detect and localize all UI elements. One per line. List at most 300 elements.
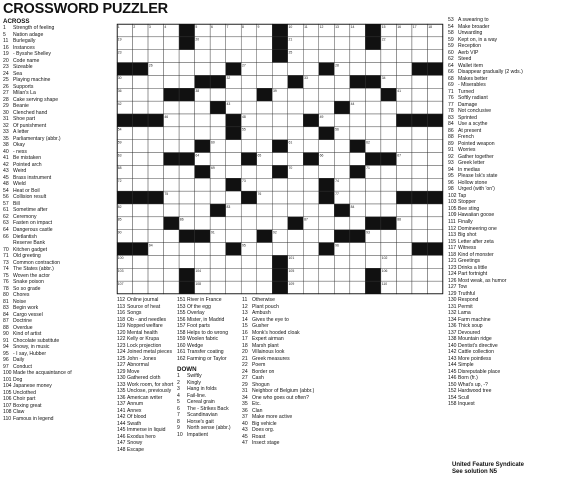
grid-cell[interactable] (164, 243, 180, 256)
grid-cell[interactable] (133, 153, 149, 166)
grid-cell[interactable] (350, 153, 366, 166)
grid-cell[interactable] (365, 101, 381, 114)
grid-cell[interactable] (241, 268, 257, 281)
grid-cell[interactable] (365, 243, 381, 256)
grid-cell[interactable] (179, 63, 195, 76)
grid-cell[interactable] (226, 281, 242, 294)
grid-cell[interactable] (350, 217, 366, 230)
grid-cell[interactable] (412, 37, 428, 50)
grid-cell[interactable] (133, 178, 149, 191)
grid-cell[interactable] (365, 63, 381, 76)
grid-cell[interactable] (226, 153, 242, 166)
grid-cell[interactable] (350, 37, 366, 50)
grid-cell[interactable] (226, 255, 242, 268)
grid-cell[interactable] (133, 50, 149, 63)
grid-cell[interactable] (381, 127, 397, 140)
grid-cell[interactable] (210, 50, 226, 63)
grid-cell[interactable] (195, 204, 211, 217)
grid-cell[interactable] (164, 63, 180, 76)
grid-cell[interactable] (241, 37, 257, 50)
grid-cell[interactable] (148, 101, 164, 114)
grid-cell[interactable] (427, 50, 443, 63)
grid-cell[interactable] (133, 88, 149, 101)
grid-block (396, 114, 412, 127)
grid-cell[interactable] (303, 268, 319, 281)
grid-cell[interactable] (396, 101, 412, 114)
grid-cell[interactable] (427, 204, 443, 217)
grid-cell[interactable] (179, 255, 195, 268)
grid-cell[interactable] (133, 75, 149, 88)
grid-cell[interactable] (195, 127, 211, 140)
grid-cell[interactable] (303, 178, 319, 191)
grid-cell[interactable] (334, 114, 350, 127)
grid-cell[interactable] (148, 281, 164, 294)
clue-text: Shoe part (13, 116, 36, 123)
grid-cell[interactable] (334, 50, 350, 63)
grid-cell[interactable] (350, 191, 366, 204)
grid-cell[interactable] (412, 178, 428, 191)
grid-cell[interactable] (257, 50, 273, 63)
grid-cell[interactable] (427, 140, 443, 153)
grid-cell[interactable] (210, 178, 226, 191)
grid-cell[interactable] (226, 230, 242, 243)
grid-cell[interactable] (210, 153, 226, 166)
grid-cell[interactable] (396, 127, 412, 140)
grid-cell[interactable] (148, 255, 164, 268)
grid-cell[interactable] (210, 217, 226, 230)
clue-number: 115 (448, 238, 457, 245)
grid-cell[interactable] (396, 37, 412, 50)
grid-cell[interactable] (257, 281, 273, 294)
grid-cell[interactable] (288, 178, 304, 191)
grid-cell[interactable] (412, 255, 428, 268)
grid-cell[interactable] (179, 50, 195, 63)
grid-cell[interactable] (427, 88, 443, 101)
grid-cell[interactable] (257, 255, 273, 268)
grid-cell[interactable] (257, 204, 273, 217)
grid-cell[interactable] (164, 230, 180, 243)
grid-cell[interactable] (164, 140, 180, 153)
grid-cell[interactable] (195, 101, 211, 114)
grid-cell[interactable] (303, 191, 319, 204)
grid-cell[interactable] (272, 191, 288, 204)
cell-number: 49 (319, 114, 324, 119)
cell-number: 22 (381, 37, 386, 42)
grid-cell[interactable] (148, 88, 164, 101)
grid-cell[interactable] (288, 63, 304, 76)
clue-text: Part fortnight (458, 271, 488, 278)
grid-cell[interactable] (303, 101, 319, 114)
grid-cell[interactable] (226, 88, 242, 101)
grid-cell[interactable] (164, 178, 180, 191)
grid-cell[interactable] (210, 243, 226, 256)
grid-cell[interactable] (288, 114, 304, 127)
grid-cell[interactable] (241, 230, 257, 243)
grid-cell[interactable] (257, 217, 273, 230)
grid-cell[interactable] (427, 281, 443, 294)
grid-cell[interactable] (226, 140, 242, 153)
grid-cell[interactable] (241, 50, 257, 63)
grid-cell[interactable] (381, 191, 397, 204)
grid-cell[interactable] (257, 127, 273, 140)
grid-cell[interactable] (396, 63, 412, 76)
grid-cell[interactable] (241, 75, 257, 88)
grid-cell[interactable] (303, 243, 319, 256)
grid-cell[interactable] (412, 204, 428, 217)
cell-number: 25 (288, 50, 293, 55)
grid-cell[interactable] (257, 165, 273, 178)
grid-cell[interactable] (241, 140, 257, 153)
grid-cell[interactable] (381, 101, 397, 114)
grid-cell[interactable] (148, 178, 164, 191)
grid-cell[interactable] (195, 63, 211, 76)
grid-cell[interactable] (427, 37, 443, 50)
grid-cell[interactable] (179, 165, 195, 178)
grid-block (195, 165, 211, 178)
grid-cell[interactable] (381, 114, 397, 127)
grid-cell[interactable] (381, 243, 397, 256)
grid-cell[interactable] (334, 165, 350, 178)
grid-cell[interactable] (210, 127, 226, 140)
grid-cell[interactable] (427, 165, 443, 178)
grid-cell[interactable] (148, 37, 164, 50)
grid-cell[interactable] (272, 178, 288, 191)
grid-cell[interactable] (303, 37, 319, 50)
grid-cell[interactable] (396, 281, 412, 294)
grid-cell[interactable] (303, 230, 319, 243)
grid-cell[interactable] (303, 140, 319, 153)
grid-cell[interactable] (412, 153, 428, 166)
grid-cell[interactable] (427, 178, 443, 191)
grid-cell[interactable] (427, 127, 443, 140)
grid-cell[interactable] (179, 191, 195, 204)
grid-cell[interactable] (334, 37, 350, 50)
grid-cell[interactable] (272, 114, 288, 127)
grid-cell[interactable] (350, 50, 366, 63)
grid-cell[interactable] (179, 243, 195, 256)
grid-cell[interactable] (365, 191, 381, 204)
grid-cell[interactable] (210, 255, 226, 268)
grid-cell[interactable] (334, 153, 350, 166)
grid-cell[interactable] (179, 114, 195, 127)
grid-cell[interactable] (210, 88, 226, 101)
grid-cell[interactable] (412, 281, 428, 294)
clue-text: Thick soup (458, 323, 483, 330)
grid-cell[interactable] (381, 178, 397, 191)
grid-cell[interactable] (241, 255, 257, 268)
grid-cell[interactable] (381, 165, 397, 178)
grid-cell[interactable] (210, 37, 226, 50)
grid-cell[interactable] (412, 101, 428, 114)
grid-cell[interactable] (148, 268, 164, 281)
grid-cell[interactable] (350, 114, 366, 127)
grid-cell[interactable] (319, 75, 335, 88)
grid-cell[interactable] (148, 165, 164, 178)
grid-cell[interactable] (412, 127, 428, 140)
grid-cell[interactable] (226, 191, 242, 204)
grid-cell[interactable] (195, 243, 211, 256)
grid-cell[interactable] (272, 204, 288, 217)
grid-cell[interactable] (133, 37, 149, 50)
grid-cell[interactable] (350, 281, 366, 294)
grid-cell[interactable] (133, 281, 149, 294)
grid-cell[interactable] (148, 153, 164, 166)
grid-cell[interactable] (303, 50, 319, 63)
grid-cell[interactable] (272, 75, 288, 88)
grid-cell[interactable] (319, 268, 335, 281)
grid-cell[interactable] (396, 204, 412, 217)
grid-cell[interactable] (365, 127, 381, 140)
grid-cell[interactable] (148, 50, 164, 63)
grid-block (427, 191, 443, 204)
grid-cell[interactable] (288, 88, 304, 101)
grid-cell[interactable] (412, 268, 428, 281)
grid-cell[interactable] (179, 140, 195, 153)
grid-cell[interactable] (365, 88, 381, 101)
grid-cell[interactable] (195, 191, 211, 204)
grid-cell[interactable] (226, 37, 242, 50)
grid-cell[interactable] (396, 178, 412, 191)
grid-cell[interactable] (303, 63, 319, 76)
grid-cell[interactable] (288, 243, 304, 256)
grid-cell[interactable] (350, 127, 366, 140)
grid-cell[interactable] (164, 281, 180, 294)
grid-cell[interactable] (350, 243, 366, 256)
grid-cell[interactable] (210, 268, 226, 281)
grid-cell[interactable] (365, 178, 381, 191)
grid-cell[interactable] (303, 127, 319, 140)
grid-cell[interactable] (241, 165, 257, 178)
grid-cell[interactable] (179, 204, 195, 217)
grid-cell[interactable] (303, 88, 319, 101)
grid-cell[interactable] (412, 230, 428, 243)
clue-text: - I say, Hubber (13, 350, 47, 357)
grid-cell[interactable] (396, 50, 412, 63)
grid-cell[interactable] (226, 165, 242, 178)
grid-cell[interactable] (334, 88, 350, 101)
grid-cell[interactable] (288, 153, 304, 166)
grid-cell[interactable] (210, 63, 226, 76)
across-clues-column-left (3, 18, 115, 422)
grid-cell[interactable] (257, 75, 273, 88)
grid-cell[interactable] (210, 281, 226, 294)
grid-cell[interactable] (412, 165, 428, 178)
grid-cell[interactable] (334, 281, 350, 294)
grid-cell[interactable] (164, 268, 180, 281)
grid-cell[interactable] (427, 153, 443, 166)
grid-cell[interactable] (164, 165, 180, 178)
grid-cell[interactable] (210, 191, 226, 204)
grid-cell[interactable] (412, 50, 428, 63)
grid-cell[interactable] (334, 140, 350, 153)
grid-cell[interactable] (241, 101, 257, 114)
grid-cell[interactable] (319, 281, 335, 294)
cell-number: 86 (179, 217, 184, 222)
grid-cell[interactable] (319, 50, 335, 63)
grid-cell[interactable] (133, 255, 149, 268)
grid-cell[interactable] (257, 243, 273, 256)
grid-cell[interactable] (365, 255, 381, 268)
grid-cell[interactable] (148, 230, 164, 243)
grid-cell[interactable] (241, 217, 257, 230)
grid-block (241, 153, 257, 166)
grid-cell[interactable] (427, 230, 443, 243)
grid-block (164, 217, 180, 230)
grid-cell[interactable] (350, 178, 366, 191)
grid-cell[interactable] (303, 281, 319, 294)
grid-cell[interactable] (319, 165, 335, 178)
grid-cell[interactable] (396, 268, 412, 281)
grid-cell[interactable] (179, 127, 195, 140)
grid-cell[interactable] (412, 75, 428, 88)
grid-cell[interactable] (195, 50, 211, 63)
cell-number: 39 (273, 89, 277, 94)
grid-cell[interactable] (303, 255, 319, 268)
clue-text: Please Isk's state (458, 173, 498, 180)
grid-cell[interactable] (288, 204, 304, 217)
grid-cell[interactable] (319, 204, 335, 217)
grid-cell[interactable] (381, 204, 397, 217)
crossword-grid[interactable] (117, 24, 443, 299)
grid-cell[interactable] (381, 140, 397, 153)
grid-cell[interactable] (164, 37, 180, 50)
grid-cell[interactable] (396, 75, 412, 88)
grid-cell[interactable] (381, 50, 397, 63)
grid-cell[interactable] (148, 140, 164, 153)
grid-cell[interactable] (396, 140, 412, 153)
grid-cell[interactable] (195, 217, 211, 230)
grid-cell[interactable] (164, 75, 180, 88)
grid-cell[interactable] (319, 37, 335, 50)
grid-cell[interactable] (226, 50, 242, 63)
grid-cell[interactable] (396, 230, 412, 243)
grid-cell[interactable] (195, 114, 211, 127)
grid-cell[interactable] (241, 281, 257, 294)
grid-cell[interactable] (148, 127, 164, 140)
grid-cell[interactable] (164, 127, 180, 140)
grid-cell[interactable] (272, 63, 288, 76)
grid-cell[interactable] (427, 75, 443, 88)
grid-cell[interactable] (427, 255, 443, 268)
grid-cell[interactable] (272, 243, 288, 256)
grid-cell[interactable] (334, 75, 350, 88)
grid-cell[interactable] (412, 217, 428, 230)
grid-cell[interactable] (133, 204, 149, 217)
grid-cell[interactable] (365, 50, 381, 63)
grid-cell[interactable] (427, 101, 443, 114)
grid-cell[interactable] (195, 178, 211, 191)
grid-cell[interactable] (148, 204, 164, 217)
grid-cell[interactable] (350, 268, 366, 281)
grid-cell[interactable] (319, 88, 335, 101)
grid-cell[interactable] (148, 75, 164, 88)
clue-number: 87 (3, 318, 9, 325)
grid-cell[interactable] (164, 50, 180, 63)
grid-cell[interactable] (288, 127, 304, 140)
grid-cell[interactable] (381, 63, 397, 76)
grid-cell[interactable] (272, 217, 288, 230)
grid-cell[interactable] (334, 268, 350, 281)
grid-cell[interactable] (319, 230, 335, 243)
grid-cell[interactable] (319, 140, 335, 153)
clue-number: 162 (177, 355, 186, 362)
clue-text: Domineering one (458, 225, 497, 232)
grid-cell[interactable] (241, 204, 257, 217)
grid-cell[interactable] (427, 268, 443, 281)
grid-cell[interactable] (288, 101, 304, 114)
clue-number: 76 (448, 95, 454, 102)
grid-cell[interactable] (133, 230, 149, 243)
grid-cell[interactable] (396, 165, 412, 178)
clue-number: 145 (117, 427, 126, 434)
grid-cell[interactable] (365, 114, 381, 127)
grid-cell[interactable] (164, 101, 180, 114)
grid-cell[interactable] (396, 243, 412, 256)
grid-cell[interactable] (319, 101, 335, 114)
grid-block (334, 101, 350, 114)
grid-cell[interactable] (303, 204, 319, 217)
grid-cell[interactable] (195, 255, 211, 268)
grid-cell[interactable] (257, 140, 273, 153)
grid-cell[interactable] (210, 114, 226, 127)
grid-cell[interactable] (350, 255, 366, 268)
grid-cell[interactable] (257, 114, 273, 127)
grid-cell[interactable] (257, 37, 273, 50)
grid-cell[interactable] (288, 191, 304, 204)
grid-cell[interactable] (396, 255, 412, 268)
grid-cell[interactable] (412, 140, 428, 153)
grid-cell[interactable] (179, 178, 195, 191)
grid-cell[interactable] (257, 101, 273, 114)
grid-cell[interactable] (350, 63, 366, 76)
grid-cell[interactable] (427, 217, 443, 230)
grid-cell[interactable] (334, 255, 350, 268)
grid-cell[interactable] (319, 255, 335, 268)
grid-cell[interactable] (226, 268, 242, 281)
grid-cell[interactable] (319, 217, 335, 230)
grid-cell[interactable] (241, 88, 257, 101)
grid-cell[interactable] (164, 255, 180, 268)
grid-cell[interactable] (257, 268, 273, 281)
grid-cell[interactable] (272, 101, 288, 114)
grid-cell[interactable] (350, 88, 366, 101)
clue-text: Hang in folds (187, 386, 217, 393)
grid-cell[interactable] (133, 268, 149, 281)
grid-cell[interactable] (133, 165, 149, 178)
grid-cell[interactable] (257, 178, 273, 191)
grid-cell[interactable] (179, 75, 195, 88)
cell-number: 9 (257, 24, 260, 29)
grid-cell[interactable] (334, 217, 350, 230)
grid-cell[interactable] (272, 127, 288, 140)
grid-cell[interactable] (133, 140, 149, 153)
grid-cell[interactable] (133, 127, 149, 140)
grid-cell[interactable] (412, 88, 428, 101)
grid-cell[interactable] (148, 217, 164, 230)
grid-cell[interactable] (226, 217, 242, 230)
grid-cell[interactable] (288, 230, 304, 243)
grid-cell[interactable] (257, 63, 273, 76)
grid-cell[interactable] (133, 101, 149, 114)
grid-cell[interactable] (381, 230, 397, 243)
grid-cell[interactable] (303, 165, 319, 178)
grid-cell[interactable] (179, 101, 195, 114)
grid-cell[interactable] (133, 217, 149, 230)
grid-cell[interactable] (164, 204, 180, 217)
grid-canvas[interactable] (117, 24, 443, 294)
grid-cell[interactable] (272, 153, 288, 166)
grid-cell[interactable] (365, 204, 381, 217)
